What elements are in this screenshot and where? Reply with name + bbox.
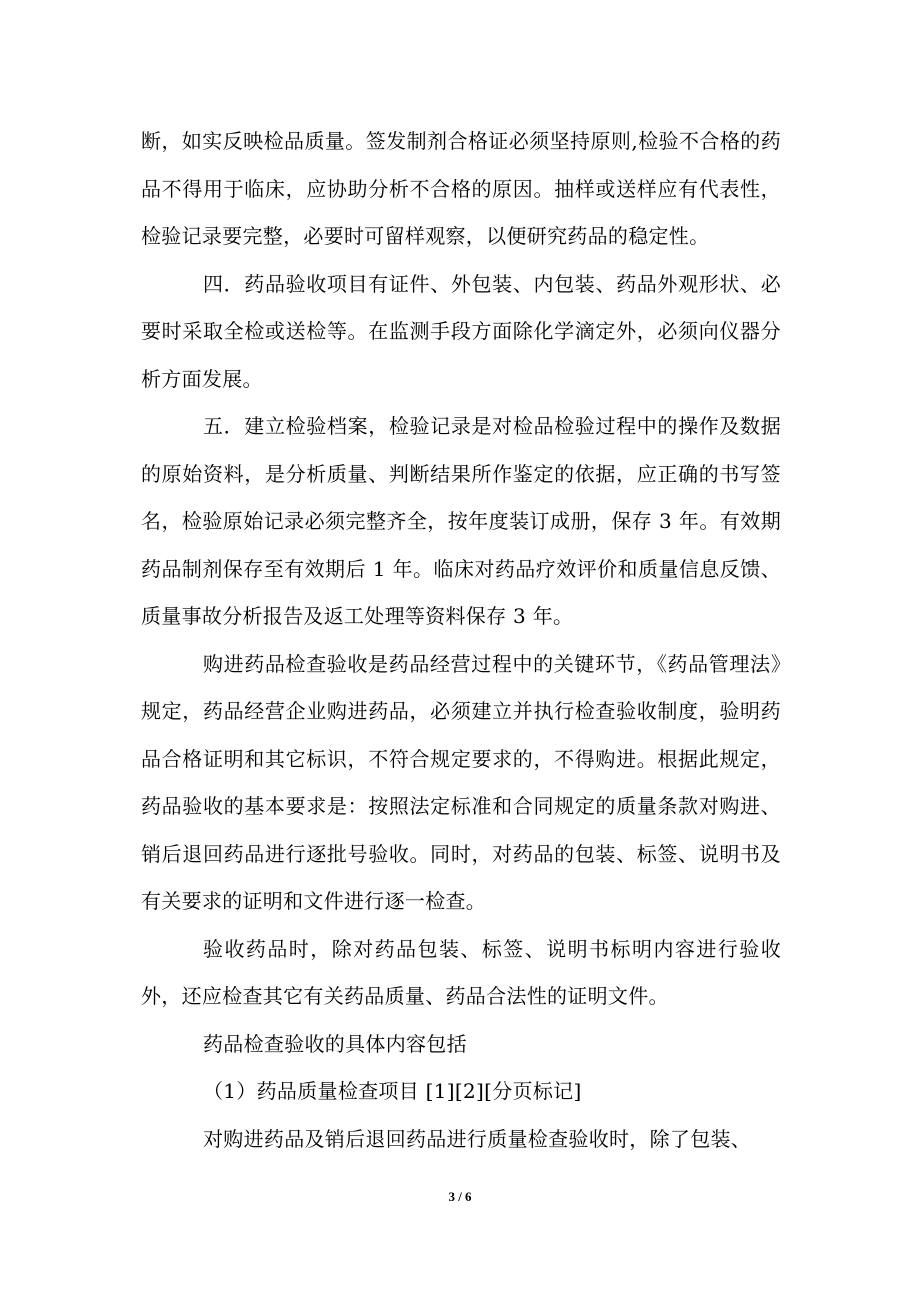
paragraph-contents-heading: 药品检查验收的具体内容包括 xyxy=(203,1031,467,1056)
paragraph-quality-check: 对购进药品及销后退回药品进行质量检查验收时，除了包装、 xyxy=(203,1126,752,1151)
document-body xyxy=(141,118,781,1163)
paragraph-section-five: 五．建立检验档案，检验记录是对检品检验过程中的操作及数据的原始资料，是分析质量、判断结果所作鉴定的依据，应正确的书写签名，检验原始记录必须完整齐全，按年度装订成册，保存 3 年。有效期药品制剂保存至有效期后 1 年。临床对药品疗效评价和质量信息反馈、质量事故分析报告及返工处理等资料保存 3 年。 xyxy=(141,414,781,628)
paragraph-quality-items: （1）药品质量检查项目 [1][2][分页标记] xyxy=(203,1079,582,1103)
paragraph-acceptance: 验收药品时，除对药品包装、标签、说明书标明内容进行验收外，还应检查其它有关药品质量、药品合法性的证明文件。 xyxy=(141,936,781,1008)
page-number: 3 / 6 xyxy=(448,1189,472,1204)
paragraph-section-four: 四．药品验收项目有证件、外包装、内包装、药品外观形状、必要时采取全检或送检等。在监测手段方面除化学滴定外，必须向仪器分析方面发展。 xyxy=(141,271,781,391)
paragraph-continued: 断，如实反映检品质量。签发制剂合格证必须坚持原则,检验不合格的药品不得用于临床，应协助分析不合格的原因。抽样或送样应有代表性，检验记录要完整，必要时可留样观察，以便研究药品的稳定性。 xyxy=(141,129,781,248)
paragraph-purchase-inspection: 购进药品检查验收是药品经营过程中的关键环节，《药品管理法》规定，药品经营企业购进药品，必须建立并执行检查验收制度，验明药品合格证明和其它标识，不符合规定要求的，不得购进。根据此规定，药品验收的基本要求是：按照法定标准和合同规定的质量条款对购进、销后退回药品进行逐批号验收。同时，对药品的包装、标签、说明书及有关要求的证明和文件进行逐一检查。 xyxy=(141,651,781,913)
